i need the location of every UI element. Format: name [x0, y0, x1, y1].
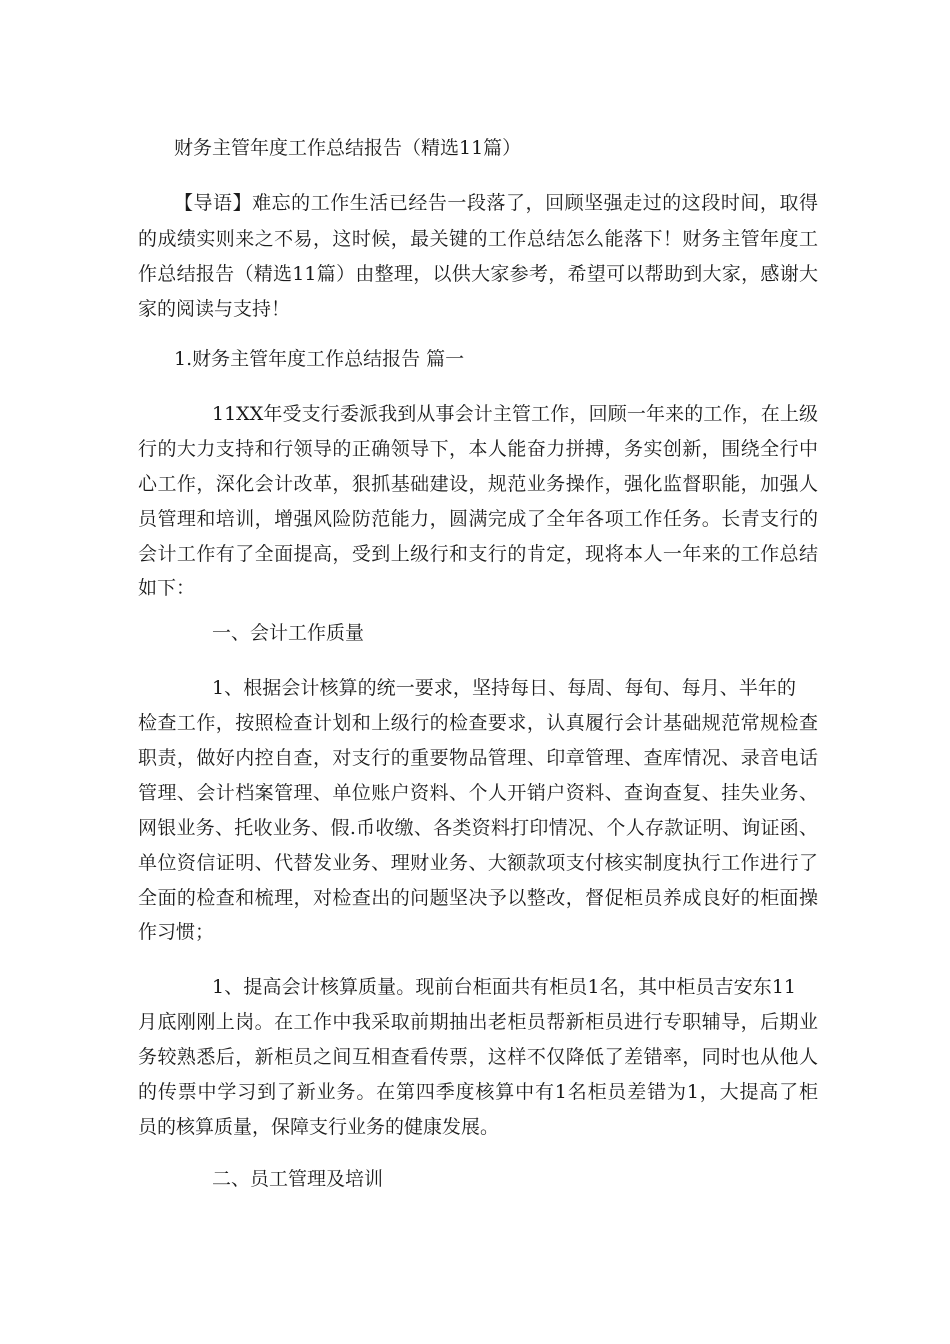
- paragraph-line: 如下：: [138, 577, 196, 599]
- paragraph-line: 单位资信证明、代替发业务、理财业务、大额款项支付核实制度执行工作进行了: [138, 852, 818, 874]
- heading-accounting-quality: 一、会计工作质量: [212, 622, 365, 644]
- document-title: 财务主管年度工作总结报告（精选11篇）: [174, 137, 522, 159]
- heading-staff-management: 二、员工管理及培训: [212, 1168, 384, 1190]
- paragraph-line: 务较熟悉后，新柜员之间互相查看传票，这样不仅降低了差错率，同时也从他人: [138, 1046, 818, 1068]
- paragraph-line: 全面的检查和梳理，对检查出的问题坚决予以整改，督促柜员养成良好的柜面操: [138, 887, 818, 909]
- paragraph-line: 作习惯；: [138, 921, 215, 943]
- intro-line: 【导语】难忘的工作生活已经告一段落了，回顾坚强走过的这段时间，取得: [174, 192, 818, 214]
- section-heading: 1.财务主管年度工作总结报告 篇一: [174, 348, 465, 370]
- intro-line: 的成绩实则来之不易，这时候，最关键的工作总结怎么能落下！财务主管年度工: [138, 228, 818, 250]
- paragraph-line: 员的核算质量，保障支行业务的健康发展。: [138, 1116, 500, 1138]
- paragraph-line: 心工作，深化会计改革，狠抓基础建设，规范业务操作，强化监督职能，加强人: [138, 473, 818, 495]
- intro-line: 家的阅读与支持！: [138, 298, 291, 320]
- paragraph-line: 员管理和培训，增强风险防范能力，圆满完成了全年各项工作任务。长青支行的: [138, 508, 818, 530]
- paragraph-line: 1、提高会计核算质量。现前台柜面共有柜员1名，其中柜员吉安东11: [212, 976, 796, 998]
- paragraph-line: 的传票中学习到了新业务。在第四季度核算中有1名柜员差错为1，大提高了柜: [138, 1081, 818, 1103]
- intro-line: 作总结报告（精选11篇）由整理，以供大家参考，希望可以帮助到大家，感谢大: [138, 263, 818, 285]
- paragraph-line: 网银业务、托收业务、假.币收缴、各类资料打印情况、个人存款证明、询证函、: [138, 817, 818, 839]
- paragraph-line: 行的大力支持和行领导的正确领导下，本人能奋力拼搏，务实创新，围绕全行中: [138, 438, 818, 460]
- paragraph-line: 检查工作，按照检查计划和上级行的检查要求，认真履行会计基础规范常规检查: [138, 712, 818, 734]
- paragraph-line: 管理、会计档案管理、单位账户资料、个人开销户资料、查询查复、挂失业务、: [138, 782, 818, 804]
- paragraph-line: 1、根据会计核算的统一要求，坚持每日、每周、每旬、每月、半年的: [212, 677, 796, 699]
- paragraph-line: 会计工作有了全面提高，受到上级行和支行的肯定，现将本人一年来的工作总结: [138, 543, 818, 565]
- paragraph-line: 月底刚刚上岗。在工作中我采取前期抽出老柜员帮新柜员进行专职辅导，后期业: [138, 1011, 818, 1033]
- paragraph-line: 11XX年受支行委派我到从事会计主管工作，回顾一年来的工作，在上级: [212, 403, 818, 425]
- paragraph-line: 职责，做好内控自查，对支行的重要物品管理、印章管理、查库情况、录音电话: [138, 747, 818, 769]
